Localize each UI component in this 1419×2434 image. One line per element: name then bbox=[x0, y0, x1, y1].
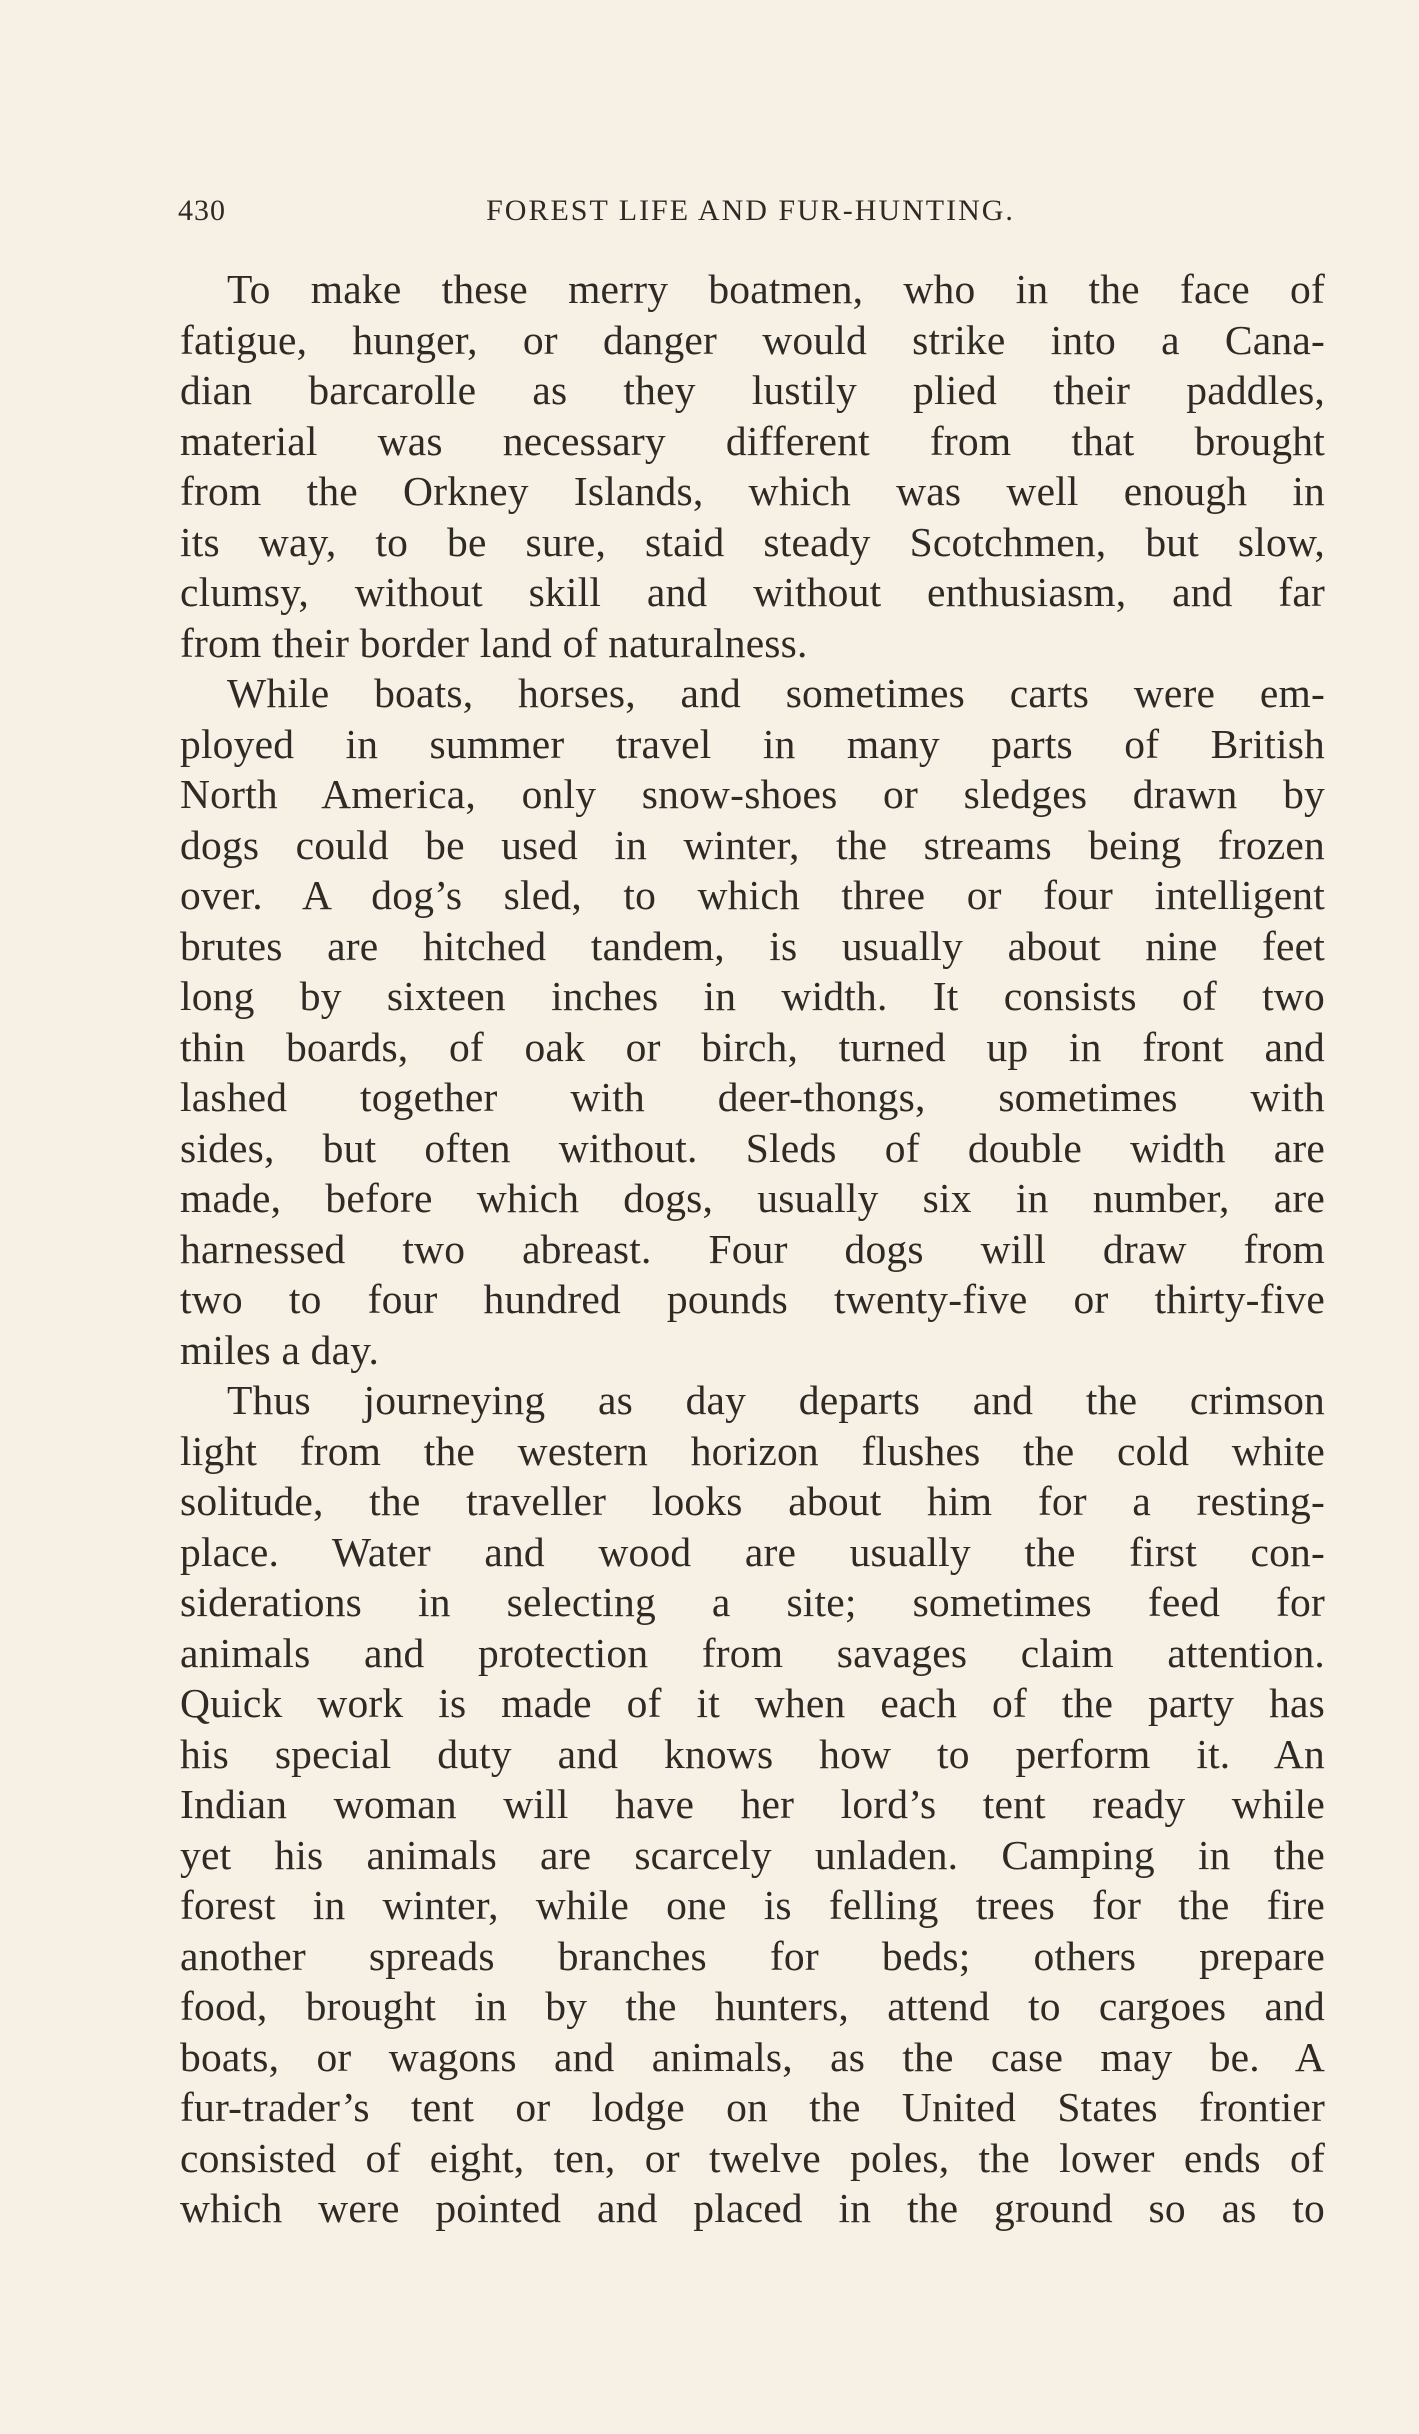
text-line: thin boards, of oak or birch, turned up in front and bbox=[180, 1023, 1325, 1070]
text-line: made, before which dogs, usually six in number, are bbox=[180, 1175, 1325, 1221]
text-line: long by sixteen inches in width. It consists of two bbox=[180, 973, 1325, 1019]
text-line: harnessed two abreast. Four dogs will draw from bbox=[180, 1225, 1325, 1272]
text-line: forest in winter, while one is felling trees for the fire bbox=[180, 1882, 1325, 1928]
text-line: over. A dog’s sled, to which three or four intelligent bbox=[180, 872, 1325, 918]
text-line: Indian woman will have her lord’s tent ready while bbox=[180, 1781, 1325, 1827]
paragraph-3 bbox=[180, 1375, 1325, 2234]
text-line: boats, or wagons and animals, as the case may be. A bbox=[180, 2033, 1325, 2080]
page-number: 430 bbox=[178, 194, 226, 227]
text-line: material was necessary different from that brought bbox=[180, 417, 1325, 464]
text-line: another spreads branches for beds; others prepare bbox=[180, 1932, 1325, 1979]
text-line: siderations in selecting a site; sometimes feed for bbox=[180, 1579, 1325, 1625]
text-line: Quick work is made of it when each of the party has bbox=[180, 1680, 1325, 1726]
text-line: food, brought in by the hunters, attend to cargoes and bbox=[180, 1983, 1325, 2029]
text-line: two to four hundred pounds twenty-five or thirty-five bbox=[180, 1276, 1325, 1322]
text-line: from the Orkney Islands, which was well enough in bbox=[180, 468, 1325, 514]
text-line: clumsy, without skill and without enthusiasm, and far bbox=[180, 569, 1325, 615]
text-line: lashed together with deer-thongs, sometimes with bbox=[180, 1074, 1325, 1120]
running-title: FOREST LIFE AND FUR-HUNTING. bbox=[486, 194, 1015, 227]
text-line: yet his animals are scarcely unladen. Camping in the bbox=[180, 1831, 1325, 1878]
text-line: from their border land of naturalness. bbox=[180, 619, 808, 666]
text-line: its way, to be sure, staid steady Scotchmen, but slow, bbox=[180, 518, 1325, 565]
text-line: light from the western horizon flushes the cold white bbox=[180, 1427, 1325, 1474]
text-line: fur-trader’s tent or lodge on the United States frontier bbox=[180, 2084, 1325, 2130]
text-line: North America, only snow-shoes or sledges drawn by bbox=[180, 771, 1325, 817]
text-line: brutes are hitched tandem, is usually about nine feet bbox=[180, 922, 1325, 969]
text-line: animals and protection from savages claim attention. bbox=[180, 1629, 1325, 1676]
text-line: consisted of eight, ten, or twelve poles, the lower ends of bbox=[180, 2134, 1325, 2181]
text-line: which were pointed and placed in the ground so as to bbox=[180, 2185, 1325, 2231]
paragraph-2 bbox=[180, 668, 1325, 1375]
body-text bbox=[180, 264, 1325, 2234]
text-line: To make these merry boatmen, who in the face of bbox=[227, 266, 1325, 312]
text-line: dian barcarolle as they lustily plied their paddles, bbox=[180, 367, 1325, 413]
text-line: solitude, the traveller looks about him for a resting- bbox=[180, 1478, 1325, 1524]
text-line: Thus journeying as day departs and the crimson bbox=[227, 1377, 1325, 1423]
page-header bbox=[178, 194, 1323, 244]
paragraph-1 bbox=[180, 264, 1325, 668]
text-line: ployed in summer travel in many parts of British bbox=[180, 720, 1325, 767]
text-line: miles a day. bbox=[180, 1326, 380, 1373]
text-line: his special duty and knows how to perform it. An bbox=[180, 1730, 1325, 1777]
text-line: place. Water and wood are usually the first con- bbox=[180, 1528, 1325, 1575]
text-line: sides, but often without. Sleds of double width are bbox=[180, 1124, 1325, 1171]
text-line: While boats, horses, and sometimes carts were em- bbox=[227, 670, 1325, 716]
text-line: fatigue, hunger, or danger would strike into a Cana- bbox=[180, 316, 1325, 363]
text-line: dogs could be used in winter, the streams being frozen bbox=[180, 821, 1325, 868]
